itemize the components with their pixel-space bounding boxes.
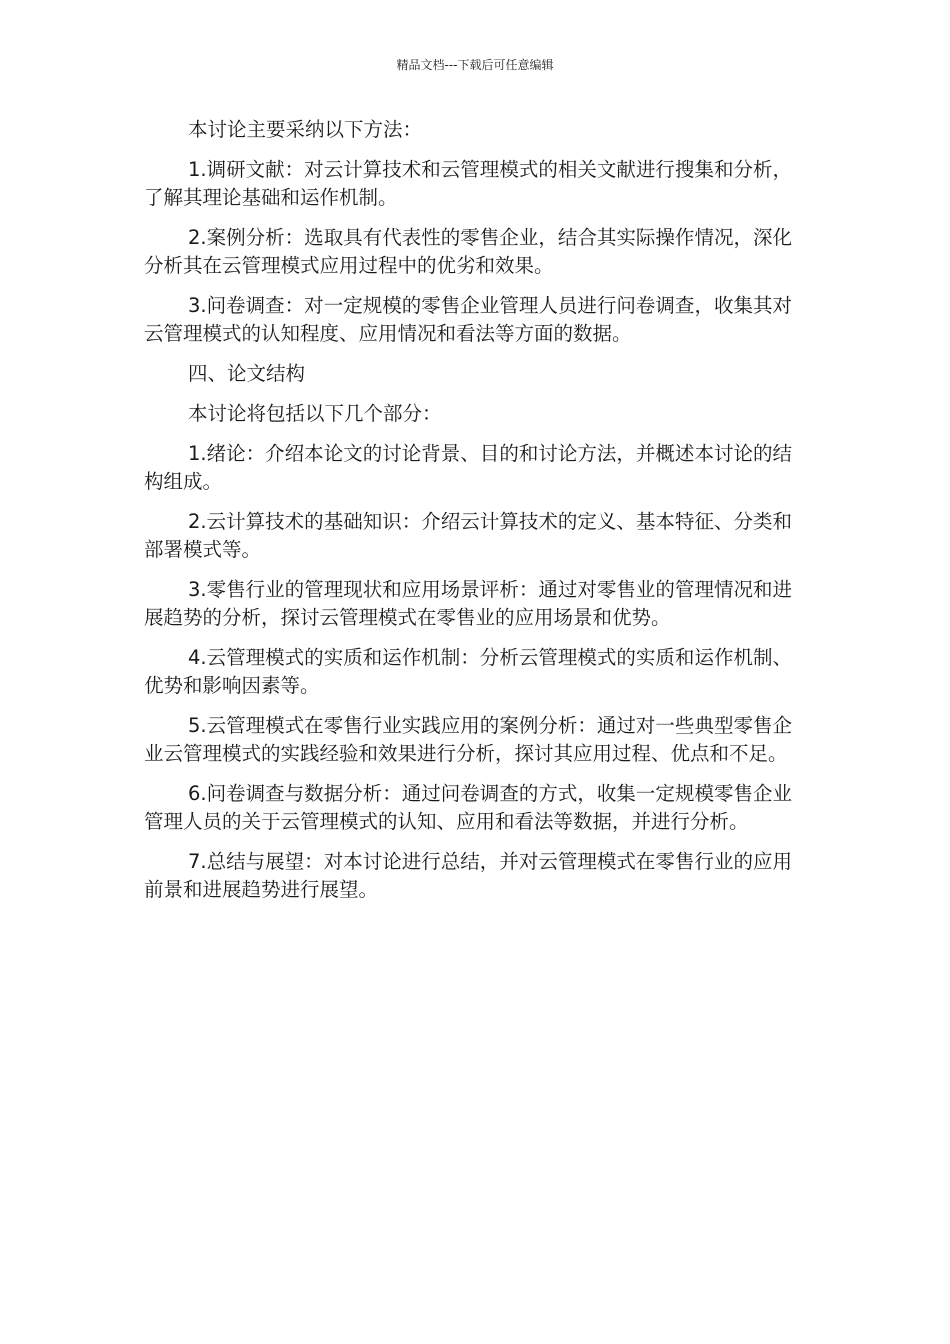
section-heading-structure: 四、论文结构 [188, 362, 306, 385]
paragraph-part-3: 3.零售行业的管理现状和应用场景评析：通过对零售业的管理情况和进展趋势的分析，探讨云管理模式在零售业的应用场景和优势。 [144, 578, 792, 629]
paragraph-method-survey: 3.问卷调查：对一定规模的零售企业管理人员进行问卷调查，收集其对云管理模式的认知程度、应用情况和看法等方面的数据。 [144, 294, 792, 345]
document-body [144, 116, 792, 916]
paragraph-method-literature: 1.调研文献：对云计算技术和云管理模式的相关文献进行搜集和分析，了解其理论基础和运作机制。 [144, 158, 792, 209]
paragraph-methods-intro: 本讨论主要采纳以下方法： [188, 118, 423, 141]
paragraph-method-case: 2.案例分析：选取具有代表性的零售企业，结合其实际操作情况，深化分析其在云管理模式应用过程中的优劣和效果。 [144, 226, 792, 277]
paragraph-part-6: 6.问卷调查与数据分析：通过问卷调查的方式，收集一定规模零售企业管理人员的关于云管理模式的认知、应用和看法等数据，并进行分析。 [144, 782, 792, 833]
paragraph-part-4: 4.云管理模式的实质和运作机制：分析云管理模式的实质和运作机制、优势和影响因素等。 [144, 646, 792, 697]
paragraph-part-5: 5.云管理模式在零售行业实践应用的案例分析：通过对一些典型零售企业云管理模式的实践经验和效果进行分析，探讨其应用过程、优点和不足。 [144, 714, 792, 765]
paragraph-part-2: 2.云计算技术的基础知识：介绍云计算技术的定义、基本特征、分类和部署模式等。 [144, 510, 792, 561]
page-header: 精品文档---下载后可任意编辑 [396, 58, 554, 72]
paragraph-part-7: 7.总结与展望：对本讨论进行总结，并对云管理模式在零售行业的应用前景和进展趋势进行展望。 [144, 850, 792, 901]
paragraph-structure-intro: 本讨论将包括以下几个部分： [188, 402, 442, 425]
paragraph-part-1: 1.绪论：介绍本论文的讨论背景、目的和讨论方法，并概述本讨论的结构组成。 [144, 442, 792, 493]
